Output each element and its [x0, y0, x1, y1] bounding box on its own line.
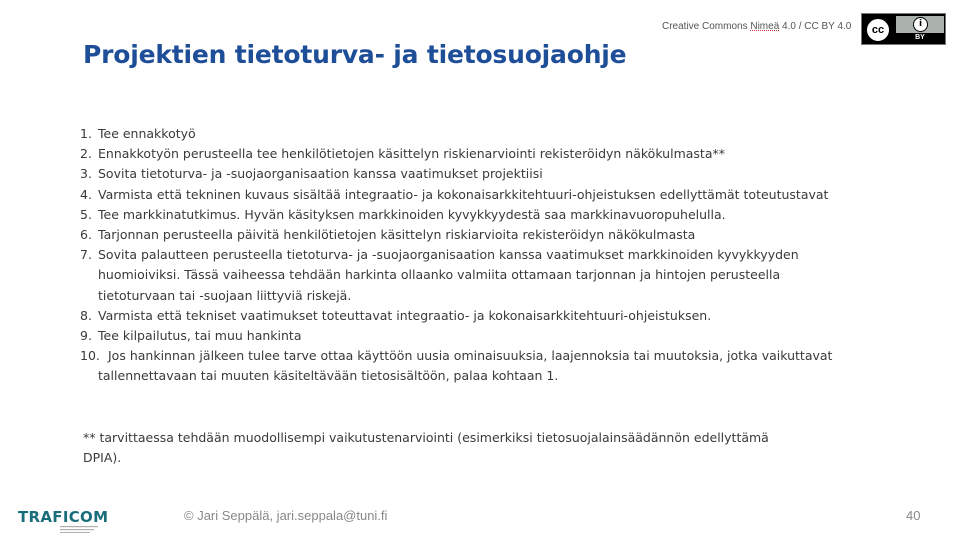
- list-item-number: 3.: [80, 166, 92, 182]
- cc-by-badge[interactable]: [861, 13, 946, 45]
- list-item: [80, 185, 860, 205]
- list-item-number: 8.: [80, 307, 92, 323]
- list-item: [80, 164, 860, 184]
- license-suffix: 4.0 / CC BY 4.0: [779, 21, 852, 32]
- by-panel: [896, 16, 944, 43]
- list-item-text: Jos hankinnan jälkeen tulee tarve ottaa käyttöön uusia ominaisuuksia, laajennoksia tai muutoksia, jotka vaikuttavat tallennettavaan tai muuten käsiteltävään tietosisältöön, palaa kohtaan 1.: [98, 348, 833, 384]
- license-text: [662, 21, 851, 32]
- steps-list: [80, 124, 860, 387]
- page-number: 40: [906, 508, 921, 523]
- license-nimea: Nimeä: [750, 21, 780, 32]
- by-label: BY: [896, 33, 944, 43]
- footnote: ** tarvittaessa tehdään muodollisempi vaikutustenarviointi (esimerkiksi tietosuojalainsäädännön edellyttämä DPIA).: [83, 430, 769, 465]
- list-item-text: Varmista että tekninen kuvaus sisältää integraatio- ja kokonaisarkkitehtuuri-ohjeistuksen edellyttämät toteutustavat: [98, 186, 829, 202]
- list-item-number: 2.: [80, 146, 92, 162]
- list-item-number: 6.: [80, 227, 92, 243]
- page-title: Projektien tietoturva- ja tietosuojaohje: [83, 40, 627, 69]
- list-item-number: 9.: [80, 328, 92, 344]
- list-item-number: 4.: [80, 186, 92, 202]
- list-item: [80, 346, 860, 386]
- logo-wordmark: TRAFICOM: [18, 508, 109, 526]
- attribution-person-icon: i: [913, 17, 928, 32]
- list-item-text: Tee ennakkotyö: [98, 126, 196, 141]
- list-item-number: 1.: [80, 126, 92, 141]
- list-item-number: 7.: [80, 247, 92, 263]
- traficom-logo: [18, 509, 113, 535]
- list-item: [80, 245, 860, 306]
- list-item-text: Ennakkotyön perusteella tee henkilötietojen käsittelyn riskienarviointi rekisteröidyn näkökulmasta**: [98, 146, 725, 162]
- list-item: [80, 326, 860, 346]
- list-item: [80, 124, 860, 144]
- list-item-number: 5.: [80, 206, 92, 222]
- list-item: [80, 144, 860, 164]
- license-prefix: Creative Commons: [662, 21, 751, 32]
- list-item-text: Tarjonnan perusteella päivitä henkilötietojen käsittelyn riskiarvioita rekisteröidyn näkökulmasta: [98, 227, 696, 243]
- footer-credit: © Jari Seppälä, jari.seppala@tuni.fi: [184, 508, 388, 523]
- list-item: [80, 225, 860, 245]
- list-item: [80, 205, 860, 225]
- list-item-number: 10.: [80, 348, 100, 364]
- list-item-text: Varmista että tekniset vaatimukset toteuttavat integraatio- ja kokonaisarkkitehtuuri-ohjeistuksen.: [98, 307, 712, 323]
- list-item-text: Tee markkinatutkimus. Hyvän käsityksen markkinoiden kyvykkyydestä saa markkinavuoropuhelulla.: [98, 206, 726, 222]
- list-item-text: Sovita palautteen perusteella tietoturva- ja -suojaorganisaation kanssa vaatimukset markkinoiden kyvykkyyden huomioiviksi. Tässä vaiheessa tehdään harkinta ollaanko valmiita ottamaan tarjonnan ja hintojen perusteella tietoturvaan tai -suojaan liittyviä riskejä.: [98, 247, 799, 303]
- list-item-text: Tee kilpailutus, tai muu hankinta: [98, 328, 302, 344]
- list-item-text: Sovita tietoturva- ja -suojaorganisaation kanssa vaatimukset projektiisi: [98, 166, 543, 182]
- list-item: [80, 306, 860, 326]
- cc-icon: cc: [865, 17, 891, 43]
- logo-subtext-graphic: [60, 525, 100, 533]
- logo-subtext-lines: [60, 525, 113, 534]
